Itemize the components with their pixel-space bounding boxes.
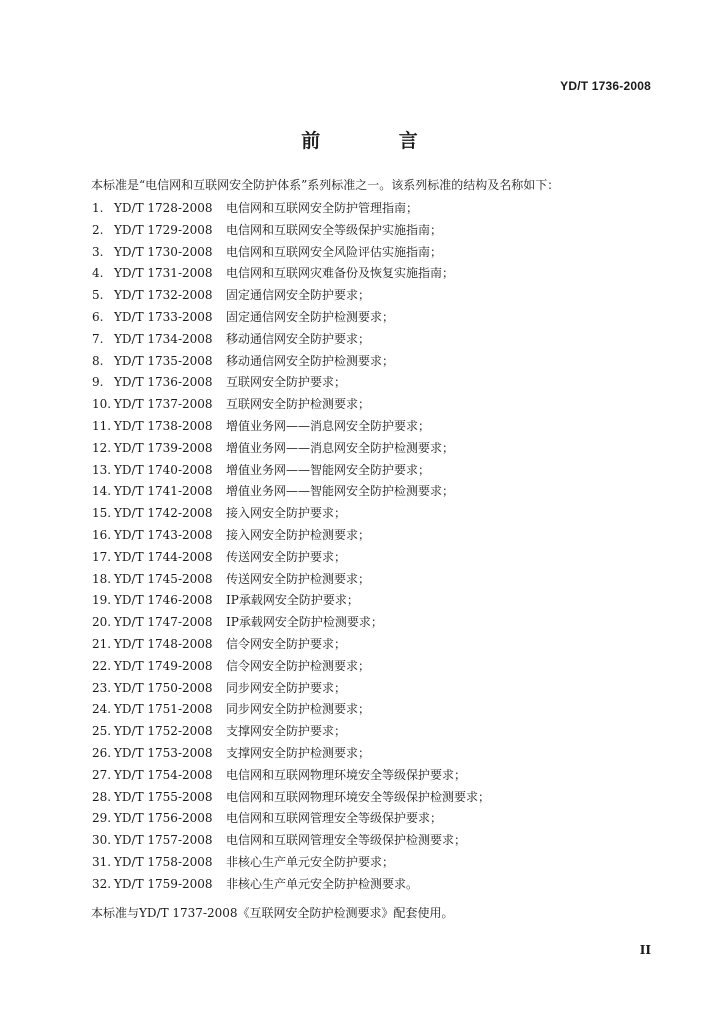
list-item [92,481,490,503]
item-code: YD/T 1751-2008 [114,702,213,717]
item-code: YD/T 1754-2008 [114,767,213,782]
closing-paragraph: 本标准与YD/T 1737-2008《互联网安全防护检测要求》配套使用。 [91,906,454,920]
item-code: YD/T 1759-2008 [114,876,213,891]
list-item [92,808,490,830]
item-code: YD/T 1752-2008 [114,724,213,739]
item-code: YD/T 1735-2008 [114,353,213,368]
list-item [92,198,490,220]
list-item [92,830,490,852]
item-title: 互联网安全防护要求； [226,375,347,390]
item-number: 22. [92,658,112,673]
list-item [92,438,490,460]
item-number: 7. [92,331,104,346]
item-title: 增值业务网——智能网安全防护检测要求； [226,484,455,499]
item-title: 同步网安全防护检测要求； [226,702,371,717]
list-item [92,721,490,743]
item-title: 固定通信网安全防护检测要求； [226,309,395,324]
item-title: 移动通信网安全防护检测要求； [226,353,395,368]
item-code: YD/T 1740-2008 [114,462,213,477]
item-code: YD/T 1748-2008 [114,636,213,651]
item-title: 支撑网安全防护要求； [226,724,347,739]
standard-number: YD/T 1736-2008 [560,79,651,93]
item-title: IP承载网安全防护要求； [226,593,359,608]
item-code: YD/T 1739-2008 [114,440,213,455]
item-number: 12. [92,440,112,455]
list-item [92,852,490,874]
item-number: 9. [92,375,104,390]
item-title: 电信网和互联网物理环境安全等级保护要求； [226,767,467,782]
item-title: 电信网和互联网管理安全等级保护要求； [226,811,443,826]
item-code: YD/T 1747-2008 [114,615,213,630]
item-code: YD/T 1741-2008 [114,484,213,499]
item-code: YD/T 1756-2008 [114,811,213,826]
item-number: 28. [92,789,112,804]
item-code: YD/T 1745-2008 [114,571,213,586]
item-number: 24. [92,702,112,717]
item-number: 2. [92,222,104,237]
item-code: YD/T 1743-2008 [114,527,213,542]
standards-list [92,198,490,896]
item-code: YD/T 1749-2008 [114,658,213,673]
list-item [92,743,490,765]
item-title: 互联网安全防护检测要求； [226,397,371,412]
list-item [92,285,490,307]
item-number: 29. [92,811,112,826]
item-title: 非核心生产单元安全防护检测要求。 [226,876,419,891]
item-number: 4. [92,266,104,281]
item-code: YD/T 1757-2008 [114,833,213,848]
list-item [92,416,490,438]
list-item [92,307,490,329]
item-number: 30. [92,833,112,848]
item-number: 20. [92,615,112,630]
item-title: 增值业务网——消息网安全防护要求； [226,418,431,433]
item-code: YD/T 1731-2008 [114,266,213,281]
item-number: 16. [92,527,112,542]
item-number: 15. [92,506,112,521]
list-item [92,699,490,721]
item-code: YD/T 1742-2008 [114,506,213,521]
item-title: 增值业务网——智能网安全防护要求； [226,462,431,477]
item-number: 3. [92,244,104,259]
item-title: 固定通信网安全防护要求； [226,288,371,303]
item-code: YD/T 1744-2008 [114,549,213,564]
list-item [92,612,490,634]
item-code: YD/T 1736-2008 [114,375,213,390]
item-code: YD/T 1750-2008 [114,680,213,695]
list-item [92,351,490,373]
item-title: 增值业务网——消息网安全防护检测要求； [226,440,455,455]
item-number: 19. [92,593,112,608]
item-title: 电信网和互联网安全等级保护实施指南； [226,222,443,237]
item-number: 26. [92,745,112,760]
page-title: 前 言 [301,130,454,152]
list-item [92,590,490,612]
item-title: 信令网安全防护要求； [226,636,347,651]
list-item [92,263,490,285]
item-title: 接入网安全防护检测要求； [226,527,371,542]
item-title: 接入网安全防护要求； [226,506,347,521]
list-item [92,220,490,242]
item-title: 传送网安全防护要求； [226,549,347,564]
list-item [92,634,490,656]
list-item [92,372,490,394]
item-number: 11. [92,418,112,433]
list-item [92,460,490,482]
item-number: 17. [92,549,112,564]
item-title: 传送网安全防护检测要求； [226,571,371,586]
item-code: YD/T 1738-2008 [114,418,213,433]
list-item [92,569,490,591]
item-code: YD/T 1728-2008 [114,201,213,215]
list-item [92,525,490,547]
item-title: 电信网和互联网管理安全等级保护检测要求； [226,833,467,848]
item-code: YD/T 1729-2008 [114,222,213,237]
item-code: YD/T 1737-2008 [114,397,213,412]
list-item [92,547,490,569]
list-item [92,678,490,700]
list-item [92,503,490,525]
item-number: 21. [92,636,112,651]
item-number: 32. [92,876,112,891]
item-code: YD/T 1733-2008 [114,309,213,324]
item-code: YD/T 1732-2008 [114,288,213,303]
item-code: YD/T 1734-2008 [114,331,213,346]
item-number: 1. [92,201,104,215]
item-number: 23. [92,680,112,695]
item-title: IP承载网安全防护检测要求； [226,615,383,630]
item-title: 同步网安全防护要求； [226,680,347,695]
list-item [92,394,490,416]
list-item [92,787,490,809]
item-number: 18. [92,571,112,586]
item-title: 非核心生产单元安全防护要求； [226,854,395,869]
item-number: 27. [92,767,112,782]
list-item [92,765,490,787]
item-number: 25. [92,724,112,739]
item-code: YD/T 1730-2008 [114,244,213,259]
item-number: 5. [92,288,104,303]
intro-paragraph: 本标准是“电信网和互联网安全防护体系”系列标准之一。该系列标准的结构及名称如下： [91,178,560,192]
item-number: 14. [92,484,112,499]
item-title: 电信网和互联网安全风险评估实施指南； [226,244,443,259]
item-number: 31. [92,854,112,869]
list-item [92,656,490,678]
item-code: YD/T 1753-2008 [114,745,213,760]
item-title: 电信网和互联网灾难备份及恢复实施指南； [226,266,455,281]
item-title: 电信网和互联网物理环境安全等级保护检测要求； [226,789,491,804]
item-title: 移动通信网安全防护要求； [226,331,371,346]
item-number: 8. [92,353,104,368]
list-item [92,242,490,264]
item-code: YD/T 1758-2008 [114,854,213,869]
item-title: 支撑网安全防护检测要求； [226,745,371,760]
item-number: 6. [92,309,104,324]
item-number: 10. [92,397,112,412]
item-number: 13. [92,462,112,477]
list-item [92,329,490,351]
item-code: YD/T 1755-2008 [114,789,213,804]
item-code: YD/T 1746-2008 [114,593,213,608]
list-item [92,874,490,896]
page-number: II [639,943,651,957]
item-title: 电信网和互联网安全防护管理指南； [226,201,419,215]
item-title: 信令网安全防护检测要求； [226,658,371,673]
